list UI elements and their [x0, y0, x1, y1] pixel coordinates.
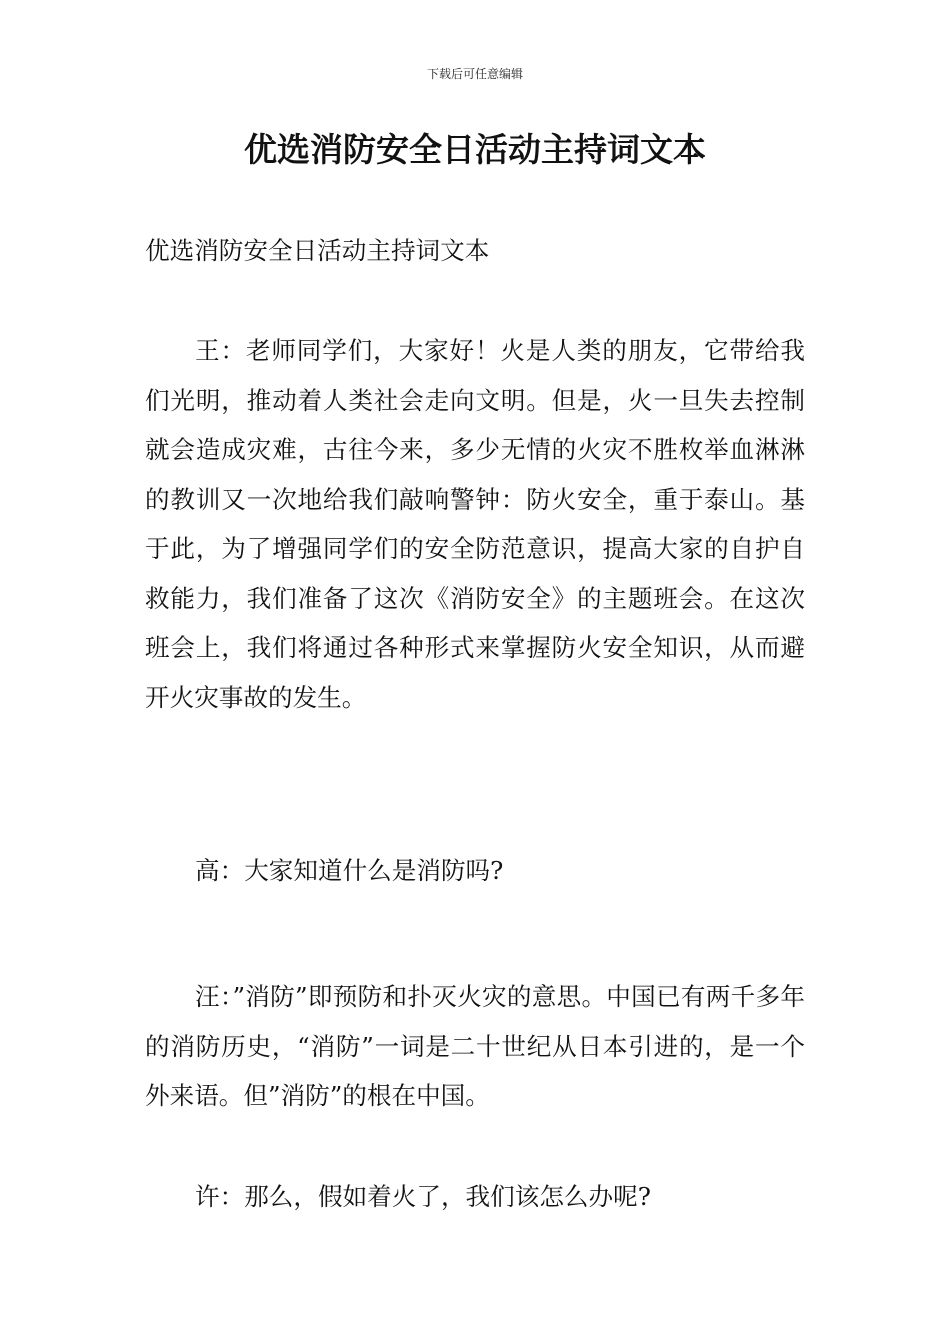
document-title: 优选消防安全日活动主持词文本 — [244, 130, 706, 169]
paragraph-answer-wang2: 汪：”消防”即预防和扑灭火灾的意思。中国已有两千多年的消防历史，“消防”一词是二十世纪从日本引进的，是一个外来语。但”消防”的根在中国。 — [145, 982, 805, 1110]
header-note: 下载后可任意编辑 — [426, 67, 523, 81]
paragraph-question-xu: 许：那么，假如着火了，我们该怎么办呢? — [195, 1182, 651, 1211]
paragraph-intro-wang: 王：老师同学们，大家好！火是人类的朋友，它带给我们光明，推动着人类社会走向文明。但是，火一旦失去控制就会造成灾难，古往今来，多少无情的火灾不胜枚举血淋淋的教训又一次地给我们敲响警钟：防火安全，重于泰山。基于此，为了增强同学们的安全防范意识，提高大家的自护自救能力，我们准备了这次《消防安全》的主题班会。在这次班会上，我们将通过各种形式来掌握防火安全知识，从而避开火灾事故的发生。 — [145, 336, 805, 712]
subtitle-paragraph: 优选消防安全日活动主持词文本 — [145, 236, 490, 265]
paragraph-question-gao: 高：大家知道什么是消防吗? — [195, 856, 504, 885]
